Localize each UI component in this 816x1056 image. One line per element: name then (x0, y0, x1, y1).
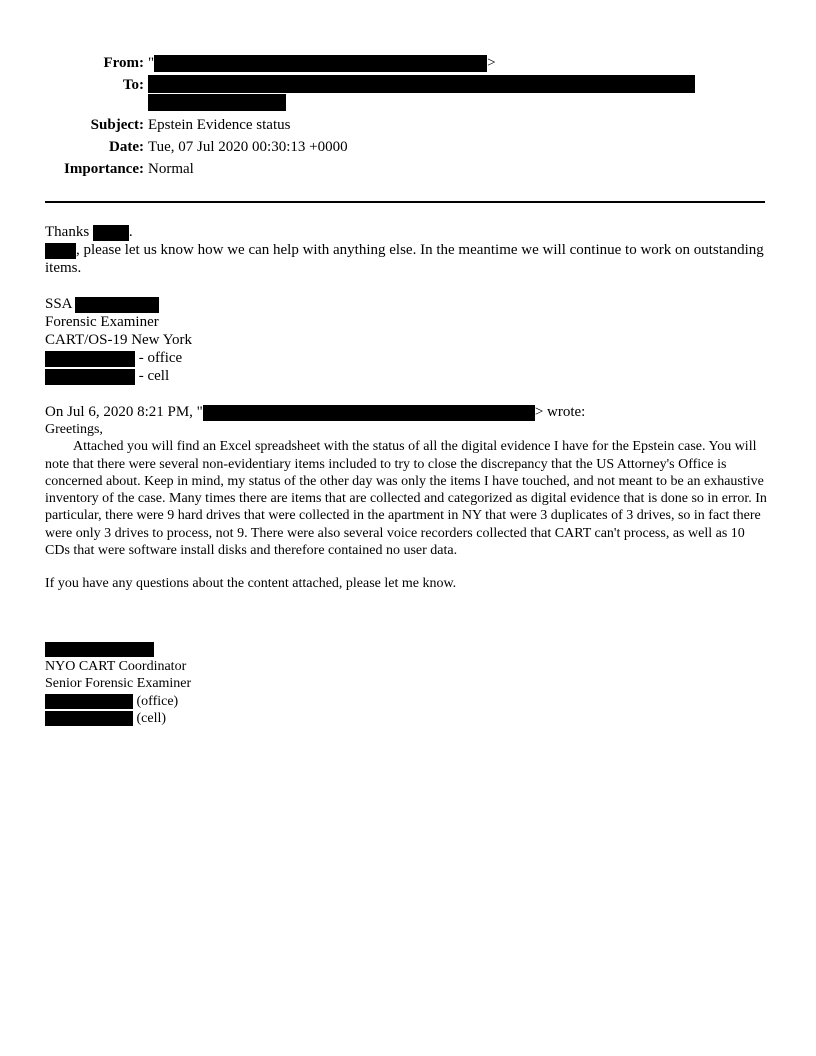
sig-unit: CART/OS-19 New York (45, 332, 193, 348)
quoted-closing-text: If you have any questions about the content attached, please let me know. (45, 576, 457, 591)
reply-line2 (45, 241, 771, 277)
quoted-sig-name-line (45, 641, 771, 658)
from-suffix: > (487, 55, 496, 71)
redaction-to-line2 (148, 94, 286, 111)
redaction-from (154, 55, 487, 72)
quoted-sig-title2: Senior Forensic Examiner (45, 676, 192, 692)
quoted-body (45, 421, 771, 559)
quoted-intro (45, 403, 771, 421)
date-label: Date: (109, 139, 144, 155)
from-prefix: " (148, 55, 155, 71)
subject-value: Epstein Evidence status (148, 117, 291, 133)
reply-body (45, 223, 771, 277)
reply-thanks-line (45, 223, 771, 241)
to-label: To: (122, 77, 144, 93)
sig-office-line (45, 349, 771, 367)
quoted-sig-title1: NYO CART Coordinator (45, 659, 187, 674)
reply-line2-text: , please let us know how we can help with anything else. In the meantime we will continue to work on outstanding items. (45, 242, 764, 276)
subject-row (0, 115, 816, 135)
subject-label: Subject: (90, 117, 144, 133)
quoted-greeting: Greetings, (45, 422, 103, 437)
redaction-quoted-sender (203, 405, 535, 421)
quoted-sig-cell-label: (cell) (133, 710, 167, 726)
redaction-sig-cell (45, 369, 135, 385)
quoted-sig-cell-line (45, 710, 771, 727)
sig-cell-line (45, 367, 771, 385)
redaction-sig-name (75, 297, 159, 313)
from-value (148, 53, 496, 73)
redaction-to-line1 (148, 75, 695, 93)
reply-signature (45, 295, 771, 385)
quoted-signature (45, 641, 771, 727)
reply-thanks: Thanks (45, 224, 90, 240)
quoted-body-text: Attached you will find an Excel spreadsheet with the status of all the digital evidence I have for the Epstein case. You will note that there were several non-evidentiary items included to try to close the discrepancy that the US Attorney's Office is concerned about. Keep in mind, my status of the other day was only the items I have touched, and not meant to be an exhaustive inventory of the case. Many times there are items that are collected and categorized as digital evidence that is done so in error. In particular, there were 9 hard drives that were collected in the apartment in NY that were 3 duplicates of 3 drives, so in fact there were only 3 drives to process, not 9. There were also several voice recorders collected that CART can't process, as well as 10 CDs that were software install disks and therefore contained no user data. (45, 439, 767, 559)
redaction-quoted-office (45, 694, 133, 709)
date-value: Tue, 07 Jul 2020 00:30:13 +0000 (148, 139, 348, 155)
sig-title: Forensic Examiner (45, 314, 159, 330)
quoted-closing (45, 575, 771, 592)
sig-cell-label: - cell (135, 368, 170, 384)
quoted-intro-prefix: On Jul 6, 2020 8:21 PM, " (45, 404, 203, 420)
redaction-addressee (45, 243, 76, 259)
redaction-thanks-name (93, 225, 129, 241)
redaction-sig-office (45, 351, 135, 367)
importance-row (0, 159, 816, 179)
quoted-intro-suffix: > wrote: (534, 404, 586, 420)
date-row (0, 137, 816, 157)
quoted-intro-line (45, 403, 771, 421)
redaction-quoted-cell (45, 711, 133, 726)
quoted-sig-office-line (45, 693, 771, 710)
quoted-sig-office-label: (office) (133, 693, 179, 709)
redaction-quoted-sig-name (45, 642, 154, 657)
sig-name-line (45, 295, 771, 313)
importance-value: Normal (148, 161, 194, 177)
sig-office-label: - office (135, 350, 183, 366)
from-row (0, 53, 816, 73)
reply-thanks-end: . (128, 224, 133, 240)
importance-label: Importance: (64, 161, 144, 177)
from-label: From: (103, 55, 144, 71)
header-divider (45, 201, 765, 203)
sig-prefix: SSA (45, 296, 72, 312)
